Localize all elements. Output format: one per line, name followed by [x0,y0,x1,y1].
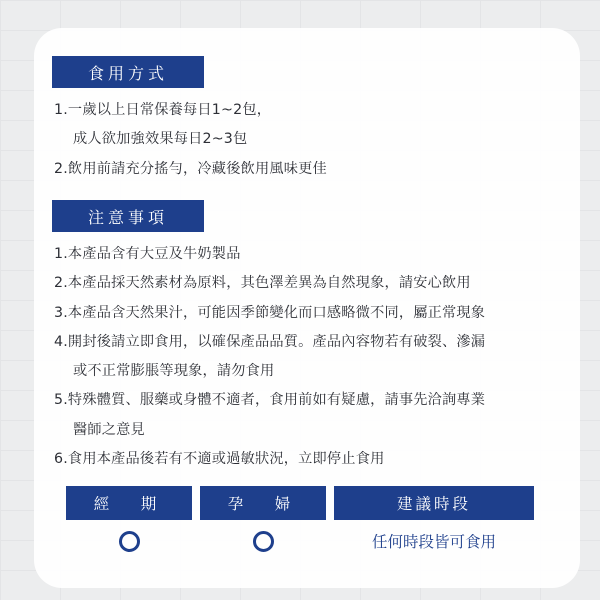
circle-icon [253,531,274,552]
notes-line: 5.特殊體質、服藥或身體不適者，食用前如有疑慮，請事先洽詢專業 [54,392,486,409]
header-menstruation: 經 期 [66,486,192,520]
usage-line: 成人欲加強效果每日2~3包 [73,131,248,148]
notes-line: 1.本產品含有大豆及牛奶製品 [54,246,241,262]
usage-list [54,96,576,184]
header-pregnant: 孕 婦 [200,486,326,520]
header-suggested-time: 建議時段 [334,486,534,520]
cell-suggested-time: 任何時段皆可食用 [371,533,496,551]
notes-line: 或不正常膨脹等現象，請勿食用 [73,363,275,380]
notes-section-title: 注意事項 [52,200,204,232]
cell-pregnant [200,524,326,558]
notes-list [54,240,576,474]
usage-section-title: 食用方式 [52,56,204,88]
notes-line: 3.本產品含天然果汁，可能因季節變化而口感略微不同，屬正常現象 [54,304,486,321]
circle-icon [119,531,140,552]
notes-line: 2.本產品採天然素材為原料，其色澤差異為自然現象，請安心飲用 [54,275,471,292]
usage-line: 2.飲用前請充分搖勻，冷藏後飲用風味更佳 [54,160,327,177]
notes-line: 醫師之意見 [73,421,145,438]
cell-menstruation [66,524,192,558]
notes-line: 4.開封後請立即食用，以確保產品品質。產品內容物若有破裂、滲漏 [54,333,486,350]
usage-line: 1.一歲以上日常保養每日1~2包， [54,102,272,118]
notes-line: 6.食用本產品後若有不適或過敏狀況，立即停止食用 [54,451,385,468]
suitability-table [66,486,534,558]
